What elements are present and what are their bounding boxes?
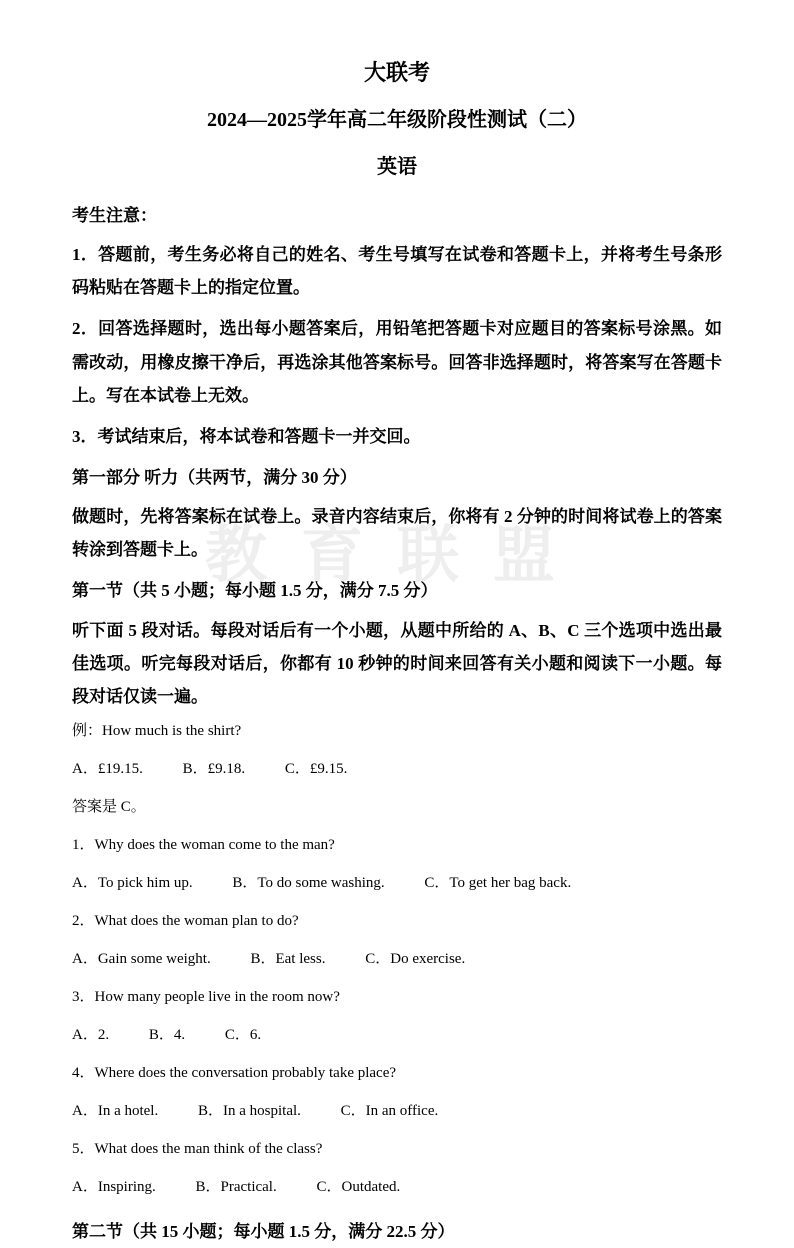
question-2-option-b: B．Eat less. <box>250 950 326 967</box>
exam-subtitle: 2024—2025学年高二年级阶段性测试（二） <box>207 109 587 131</box>
question-5-options <box>72 1177 722 1198</box>
question-4-option-b: B．In a hospital. <box>197 1102 301 1119</box>
question-2-text: 2．What does the woman plan to do? <box>72 912 299 929</box>
question-4-text: 4．Where does the conversation probably take place? <box>72 1064 397 1081</box>
question-2-option-a: A．Gain some weight. <box>72 950 211 967</box>
question-1-text: 1．Why does the woman come to the man? <box>72 836 335 853</box>
notice-item-1: 1．答题前，考生务必将自己的姓名、考生号填写在试卷和答题卡上，并将考生号条形码粘贴在答题卡上的指定位置。 <box>72 245 722 298</box>
section2-heading: 第二节（共 15 小题；每小题 1.5 分，满分 22.5 分） <box>72 1221 455 1241</box>
example-option-a: A．£19.15. <box>72 760 143 777</box>
notice-item-3: 3．考试结束后，将本试卷和答题卡一并交回。 <box>72 426 421 446</box>
question-5-text: 5．What does the man think of the class? <box>72 1140 323 1157</box>
question-4-options <box>72 1101 722 1122</box>
subject-title: 英语 <box>377 156 417 178</box>
question-5-option-b: B．Practical. <box>195 1178 277 1195</box>
question-4-option-a: A．In a hotel. <box>72 1102 159 1119</box>
question-3-option-a: A．2. <box>72 1026 110 1043</box>
question-3-text: 3．How many people live in the room now? <box>72 988 340 1005</box>
question-1-option-c: C．To get her bag back. <box>424 874 572 891</box>
question-5-option-a: A．Inspiring. <box>72 1178 156 1195</box>
question-3-options <box>72 1025 722 1046</box>
notice-heading: 考生注意： <box>72 206 157 225</box>
question-5-option-c: C．Outdated. <box>316 1178 401 1195</box>
part1-instruction: 做题时，先将答案标在试卷上。录音内容结束后，你将有 2 分钟的时间将试卷上的答案转涂到答题卡上。 <box>72 507 722 560</box>
question-1-option-a: A．To pick him up. <box>72 874 193 891</box>
exam-title: 大联考 <box>363 60 430 85</box>
question-2-option-c: C．Do exercise. <box>365 950 466 967</box>
example-question: 例：How much is the shirt? <box>72 722 242 739</box>
example-option-c: C．£9.15. <box>284 760 348 777</box>
part1-heading: 第一部分 听力（共两节，满分 30 分） <box>72 467 357 487</box>
example-options <box>72 759 722 780</box>
section1-heading: 第一节（共 5 小题；每小题 1.5 分，满分 7.5 分） <box>72 581 438 601</box>
question-2-options <box>72 949 722 970</box>
example-option-b: B．£9.18. <box>182 760 246 777</box>
question-3-option-c: C．6. <box>224 1026 262 1043</box>
question-4-option-c: C．In an office. <box>340 1102 439 1119</box>
watermark: 教育联盟 <box>204 522 589 590</box>
question-1-option-b: B．To do some washing. <box>232 874 385 891</box>
section1-instruction: 听下面 5 段对话。每段对话后有一个小题，从题中所给的 A、B、C 三个选项中选出最佳选项。听完每段对话后，你都有 10 秒钟的时间来回答有关小题和阅读下一小题。每段对话仅读一遍。 <box>72 620 722 706</box>
question-3-option-b: B．4. <box>148 1026 186 1043</box>
question-1-options <box>72 873 722 894</box>
example-answer: 答案是 C。 <box>72 798 146 815</box>
notice-item-2: 2．回答选择题时，选出每小题答案后，用铅笔把答题卡对应题目的答案标号涂黑。如需改动，用橡皮擦干净后，再选涂其他答案标号。回答非选择题时，将答案写在答题卡上。写在本试卷上无效。 <box>72 319 722 405</box>
